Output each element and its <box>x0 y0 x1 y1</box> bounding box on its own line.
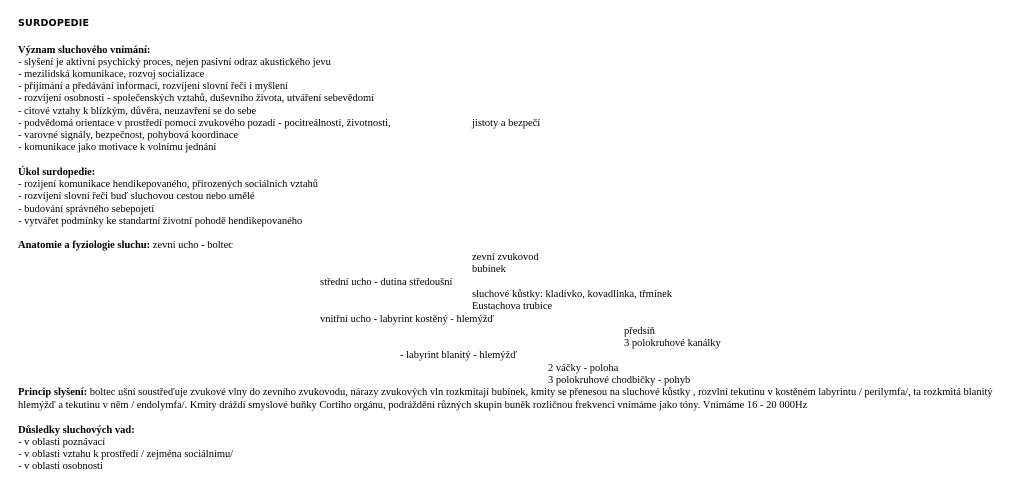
list-item: - komunikace jako motivace k volnímu jednání <box>18 142 217 153</box>
section-heading-anatomie: Anatomie a fyziologie sluchu: zevní ucho - boltec <box>18 240 233 251</box>
list-item: - v oblasti vztahu k prostředí / zejména sociálnímu/ <box>18 449 234 460</box>
list-item: - varovné signály, bezpečnost, pohybová koordinace <box>18 130 239 141</box>
anatomy-item: 3 polokruhové kanálky <box>624 338 721 349</box>
list-item: - v oblasti osobnosti <box>18 461 103 472</box>
anatomy-item: - labyrint blanitý - hlemýžď <box>400 350 518 361</box>
list-item: - rozvíjení osobnosti - společenských vztahů, duševního života, utváření sebevědomí <box>18 93 375 104</box>
list-item: - v oblasti poznávací <box>18 437 106 448</box>
anatomy-item: sluchové kůstky: kladívko, kovadlinka, třmínek <box>472 289 673 300</box>
anatomy-item: vnitřní ucho - labyrint kostěný - hlemýžď <box>320 314 495 325</box>
anatomy-item: 3 polokruhové chodbičky - pohyb <box>548 375 691 386</box>
list-item: - budování správného sebepojetí <box>18 204 155 215</box>
anatomy-item: zevní zvukovod <box>472 252 539 263</box>
list-item: - rozijení komunikace hendikepovaného, přirozených sociálních vztahů <box>18 179 319 190</box>
section-heading-ukol: Úkol surdopedie: <box>18 167 96 178</box>
anatomy-item: předsíň <box>624 326 655 337</box>
page-title: SURDOPEDIE <box>18 18 90 29</box>
list-item: - podvědomá orientace v prostředí pomocí zvukového pozadí - pocitreálnosti, životnosti, <box>18 118 391 129</box>
anatomy-item: střední ucho - dutina středoušní <box>320 277 453 288</box>
list-item-continuation: jistoty a bezpečí <box>472 118 541 129</box>
list-item: - přijímání a předávání informací, rozvíjení slovní řeči i myšlení <box>18 81 289 92</box>
list-item: - slyšení je aktivní psychický proces, nejen pasivní odraz akustického jevu <box>18 57 331 68</box>
anatomy-item: 2 váčky - poloha <box>548 363 619 374</box>
section-heading-vyznam: Význam sluchového vnímání: <box>18 45 151 56</box>
list-item: - vytvářet podmínky ke standartní životní pohodě hendikepovaného <box>18 216 303 227</box>
section-heading-dusledky: Důsledky sluchových vad: <box>18 425 135 436</box>
list-item: - mezilidská komunikace, rozvoj socializace <box>18 69 205 80</box>
anatomy-item: bubínek <box>472 264 506 275</box>
princip-paragraph: Princip slyšení: boltec ušní soustřeďuje zvukové vlny do zevního zvukovodu, nárazy zvukových vln rozkmitají bubínek, kmity se přenesou na sluchové kůstky , rozvlní tekutinu v kostěném labyrintu / perilymfa/, ta rozkmitá blanitý hlemýžď a tekutinu v něm / endolymfa/. Kmity dráždí smyslové buňky Cortiho orgánu, podráždění různých skupin buněk rozličnou frekvencí vnímáme jako tóny. Vnímáme 16 - 20 000Hz <box>18 387 993 411</box>
anatomy-item: Eustachova trubice <box>472 301 553 312</box>
list-item: - citové vztahy k blízkým, důvěra, neuzavření se do sebe <box>18 106 257 117</box>
list-item: - rozvíjení slovní řeči buď sluchovou cestou nebo umělé <box>18 191 255 202</box>
